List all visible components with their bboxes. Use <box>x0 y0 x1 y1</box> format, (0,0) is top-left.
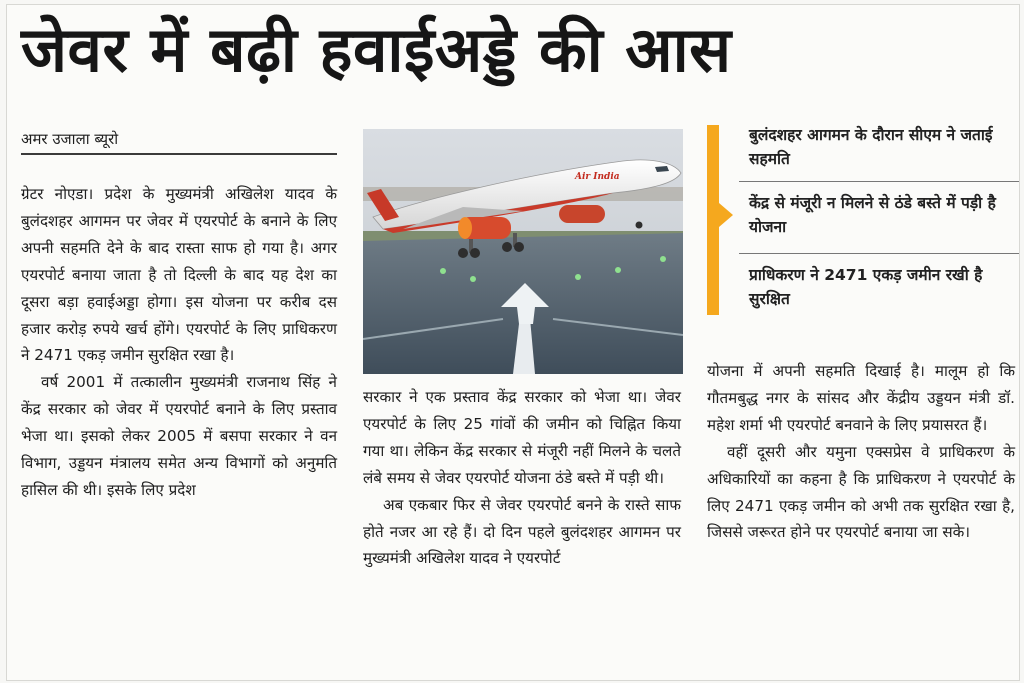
article-column-3 <box>707 358 1015 546</box>
article-column-1 <box>21 181 337 504</box>
newspaper-clipping <box>6 4 1020 681</box>
headline: जेवर में बढ़ी हवाईअड्डे की आस <box>21 13 732 86</box>
article-paragraph: योजना में अपनी सहमति दिखाई है। मालूम हो कि गौतमबुद्ध नगर के सांसद और केंद्रीय उड्डयन मंत्री डॉ. महेश शर्मा भी एयरपोर्ट बनवाने के लिए प्रयासरत हैं। <box>707 362 1015 434</box>
airplane-landing-image <box>363 129 683 374</box>
highlight-item: केंद्र से मंजूरी न मिलने से ठंडे बस्ते में पड़ी है योजना <box>749 194 996 236</box>
article-paragraph: अब एकबार फिर से जेवर एयरपोर्ट बनने के रास्ते साफ होते नजर आ रहे हैं। दो दिन पहले बुलंदशहर आगमन पर मुख्यमंत्री अखिलेश यादव ने एयरपोर्ट <box>363 495 681 568</box>
article-paragraph: ग्रेटर नोएडा। प्रदेश के मुख्यमंत्री अखिलेश यादव के बुलंदशहर आगमन पर जेवर में एयरपोर्ट के बनाने के लिए अपनी सहमति देने के बाद रास्ता साफ हो गया है। अगर एयरपोर्ट बनाया जाता है तो दिल्ली के बाद यह देश का दूसरा बड़ा हवाईअड्डा होगा। इस योजना पर करीब दस हजार करोड़ रुपये खर्च होंगे। एयरपोर्ट के लिए प्राधिकरण ने 2471 एकड़ जमीन सुरक्षित रखा है। <box>21 185 337 365</box>
article-column-2 <box>363 384 681 572</box>
article-paragraph: वहीं दूसरी और यमुना एक्सप्रेस वे प्राधिकरण के अधिकारियों का कहना है कि प्राधिकरण ने एयरपोर्ट के लिए 2471 एकड़ जमीन को अभी तक सुरक्षित रखा है, जिससे जरूरत होने पर एयरपोर्ट बनाया जा सके। <box>707 442 1015 542</box>
byline: अमर उजाला ब्यूरो <box>21 129 337 155</box>
highlight-item: बुलंदशहर आगमन के दौरान सीएम ने जताई सहमति <box>749 126 993 168</box>
highlight-item: प्राधिकरण ने 2471 एकड़ जमीन रखी है सुरक्षित <box>749 266 983 308</box>
highlight-arrow-icon <box>719 203 733 227</box>
highlight-accent-bar <box>707 125 719 315</box>
article-paragraph: वर्ष 2001 में तत्कालीन मुख्यमंत्री राजनाथ सिंह ने केंद्र सरकार को जेवर में एयरपोर्ट बनाने के लिए प्रस्ताव भेजा था। इसको लेकर 2005 में बसपा सरकार ने वन विभाग, उड्डयन मंत्रालय समेत अन्य विभागों को अनुमति हासिल की थी। इसके लिए प्रदेश <box>21 373 337 499</box>
airplane-photo <box>363 129 683 374</box>
highlight-divider <box>739 181 1019 182</box>
highlights-box <box>707 119 1021 319</box>
article-paragraph: सरकार ने एक प्रस्ताव केंद्र सरकार को भेजा था। जेवर एयरपोर्ट के लिए 25 गांवों की जमीन को चिह्नित किया गया था। लेकिन केंद्र सरकार से मंजूरी नहीं मिलने के चलते लंबे समय से जेवर एयरपोर्ट योजना ठंडे बस्ते में पड़ी थी। <box>363 388 681 487</box>
highlight-divider <box>739 253 1019 254</box>
airline-livery: Air India <box>575 172 620 182</box>
